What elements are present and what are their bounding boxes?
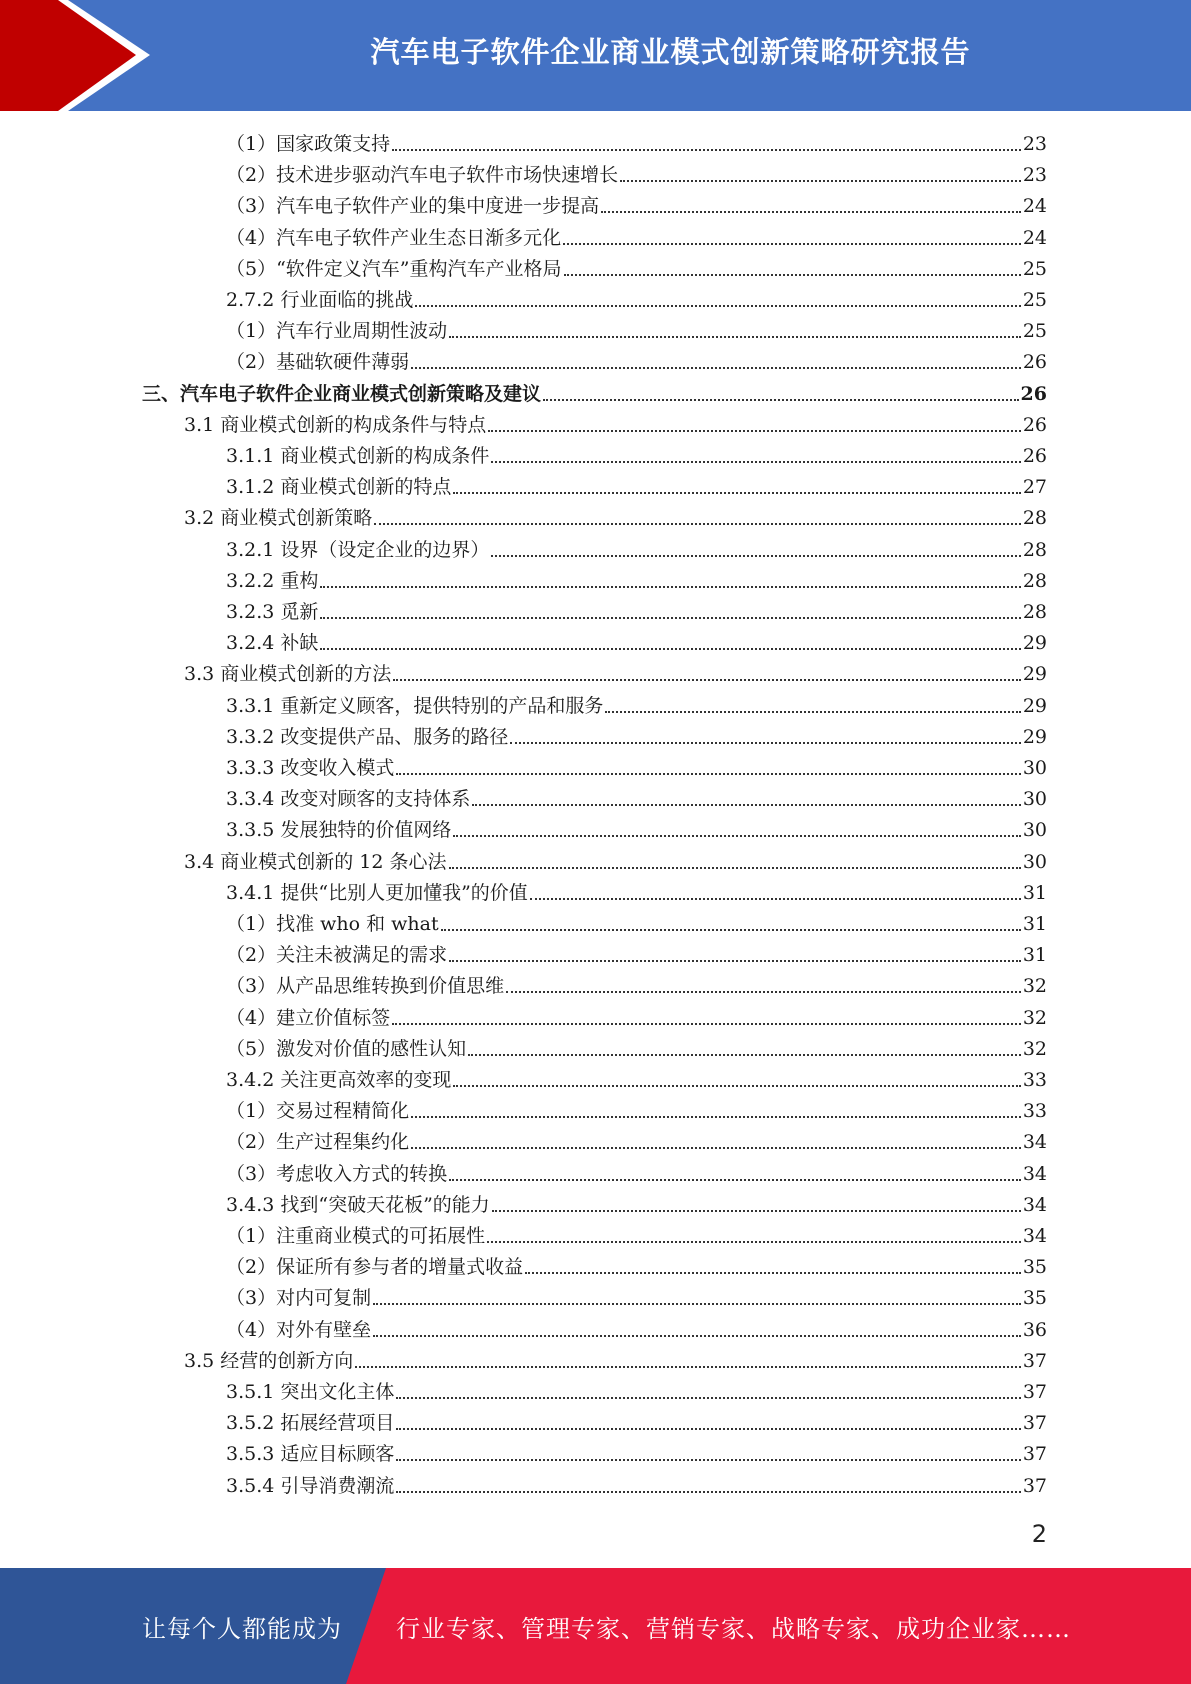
toc-entry-label: （2）基础软硬件薄弱 [226, 351, 410, 374]
toc-entry[interactable] [226, 563, 1047, 594]
toc-entry[interactable] [226, 1374, 1047, 1405]
toc-entry[interactable] [226, 1156, 1047, 1187]
toc-dot-leader [506, 991, 1021, 993]
toc-entry-page: 35 [1022, 1287, 1047, 1310]
toc-entry[interactable] [184, 844, 1047, 875]
toc-entry-page: 37 [1022, 1349, 1047, 1372]
toc-entry-page: 30 [1022, 850, 1047, 873]
toc-entry-label: 3.5.3 适应目标顾客 [226, 1443, 395, 1466]
toc-entry[interactable] [226, 875, 1047, 906]
toc-dot-leader [396, 1428, 1020, 1430]
toc-entry-label: 2.7.2 行业面临的挑战 [226, 289, 414, 311]
toc-entry-label: 3.3.1 重新定义顾客，提供特别的产品和服务 [226, 694, 604, 717]
footer-slogan-left: 让每个人都能成为 [142, 1614, 342, 1643]
toc-entry-page: 29 [1022, 725, 1047, 748]
toc-entry[interactable] [184, 656, 1047, 687]
toc-entry[interactable] [226, 1436, 1047, 1467]
page-number: 2 [1031, 1520, 1047, 1548]
toc-entry[interactable] [226, 220, 1047, 251]
toc-entry[interactable] [226, 1187, 1047, 1218]
toc-dot-leader [491, 555, 1020, 557]
toc-dot-leader [472, 804, 1020, 806]
toc-dot-leader [355, 1366, 1021, 1368]
toc-entry-label: 三、汽车电子软件企业商业模式创新策略及建议 [142, 382, 542, 405]
toc-entry[interactable] [226, 1249, 1047, 1280]
toc-entry-label: 3.2.1 设界（设定企业的边界） [226, 538, 490, 561]
toc-entry-label: 3.2.3 觅新 [226, 601, 319, 623]
toc-entry-label: （3）汽车电子软件产业的集中度进一步提高 [226, 195, 600, 218]
toc-entry-label: 3.5.4 引导消费潮流 [226, 1474, 395, 1497]
toc-dot-leader [601, 211, 1021, 213]
toc-entry-label: （5）“软件定义汽车”重构汽车产业格局 [226, 257, 562, 280]
toc-entry-page: 23 [1022, 164, 1047, 187]
toc-entry-page: 29 [1022, 632, 1047, 655]
toc-dot-leader [543, 399, 1019, 401]
toc-entry-page: 28 [1022, 538, 1047, 561]
toc-entry[interactable] [226, 1093, 1047, 1124]
toc-entry-label: 3.4.2 关注更高效率的变现 [226, 1069, 452, 1091]
toc-dot-leader [449, 960, 1021, 962]
toc-entry-page: 32 [1022, 975, 1047, 998]
toc-entry[interactable] [226, 937, 1047, 968]
toc-entry-page: 35 [1022, 1256, 1047, 1279]
toc-entry-page: 37 [1022, 1381, 1047, 1403]
toc-entry-page: 28 [1022, 507, 1047, 530]
toc-entry[interactable] [184, 407, 1047, 438]
toc-dot-leader [605, 711, 1020, 713]
toc-dot-leader [411, 367, 1021, 369]
toc-dot-leader [491, 461, 1020, 463]
toc-entry[interactable] [226, 750, 1047, 781]
toc-entry-label: 3.4.3 找到“突破天花板”的能力 [226, 1193, 490, 1216]
toc-entry-page: 26 [1022, 351, 1047, 374]
toc-entry[interactable] [226, 532, 1047, 563]
toc-dot-leader [453, 492, 1020, 494]
toc-entry-page: 34 [1022, 1193, 1047, 1216]
toc-dot-leader [374, 523, 1021, 525]
toc-entry-page: 29 [1022, 663, 1047, 686]
toc-dot-leader [396, 1459, 1020, 1461]
toc-entry-page: 36 [1022, 1318, 1047, 1341]
toc-entry-label: 3.3.4 改变对顾客的支持体系 [226, 788, 471, 811]
toc-entry-page: 34 [1022, 1131, 1047, 1154]
toc-entry-label: （1）找准 who 和 what [226, 913, 439, 935]
toc-dot-leader [453, 1085, 1020, 1087]
toc-entry[interactable] [226, 1000, 1047, 1031]
toc-entry[interactable] [226, 188, 1047, 219]
toc-dot-leader [449, 1179, 1021, 1181]
toc-entry[interactable] [184, 500, 1047, 531]
toc-entry-page: 37 [1022, 1474, 1047, 1497]
toc-dot-leader [453, 835, 1020, 837]
toc-entry-label: （1）交易过程精简化 [226, 1100, 410, 1123]
footer-slogan-right: 行业专家、管理专家、营销专家、战略专家、成功企业家…… [396, 1614, 1071, 1643]
toc-entry-label: （5）激发对价值的感性认知 [226, 1037, 467, 1060]
toc-entry-page: 32 [1022, 1006, 1047, 1029]
toc-entry-page: 29 [1022, 694, 1047, 717]
toc-dot-leader [320, 648, 1020, 650]
toc-entry-label: 3.1 商业模式创新的构成条件与特点 [184, 413, 487, 436]
toc-entry-page: 30 [1022, 819, 1047, 842]
toc-entry[interactable] [226, 1405, 1047, 1436]
toc-entry-page: 24 [1022, 195, 1047, 218]
toc-entry-page: 23 [1022, 133, 1047, 155]
toc-entry-label: 3.2 商业模式创新策略 [184, 507, 373, 530]
toc-entry-page: 25 [1022, 320, 1047, 343]
toc-entry-label: 3.3.3 改变收入模式 [226, 757, 395, 779]
toc-entry[interactable] [226, 625, 1047, 656]
toc-dot-leader [392, 1023, 1021, 1025]
toc-entry[interactable] [226, 968, 1047, 999]
toc-entry-label: 3.2.2 重构 [226, 569, 319, 592]
toc-entry[interactable] [226, 781, 1047, 812]
toc-entry-label: （2）关注未被满足的需求 [226, 944, 448, 967]
toc-dot-leader [441, 929, 1021, 931]
toc-dot-leader [492, 1210, 1021, 1212]
toc-entry[interactable] [226, 438, 1047, 469]
toc-entry-page: 30 [1022, 757, 1047, 779]
toc-entry[interactable] [226, 812, 1047, 843]
toc-entry-page: 33 [1022, 1069, 1047, 1091]
toc-dot-leader [620, 180, 1021, 182]
toc-dot-leader [396, 1397, 1020, 1399]
toc-dot-leader [392, 149, 1021, 151]
toc-entry-page: 26 [1020, 382, 1047, 405]
toc-entry[interactable] [226, 1468, 1047, 1499]
toc-entry-page: 25 [1022, 257, 1047, 280]
toc-entry[interactable] [226, 157, 1047, 188]
toc-entry[interactable] [226, 719, 1047, 750]
toc-entry[interactable] [226, 1124, 1047, 1155]
toc-entry-page: 28 [1022, 569, 1047, 592]
toc-entry-page: 32 [1022, 1037, 1047, 1060]
toc-entry[interactable] [226, 594, 1047, 625]
toc-entry-page: 34 [1022, 1225, 1047, 1247]
toc-entry[interactable] [226, 1031, 1047, 1062]
toc-entry-label: 3.5.2 拓展经营项目 [226, 1412, 395, 1435]
toc-dot-leader [564, 274, 1021, 276]
toc-entry-label: 3.3 商业模式创新的方法 [184, 663, 392, 686]
toc-entry-page: 34 [1022, 1162, 1047, 1185]
toc-dot-leader [530, 898, 1021, 900]
toc-entry-label: 3.5.1 突出文化主体 [226, 1381, 395, 1403]
toc-dot-leader [396, 1491, 1020, 1493]
toc-entry[interactable] [226, 313, 1047, 344]
toc-entry-page: 24 [1022, 226, 1047, 249]
toc-entry-label: （3）从产品思维转换到价值思维 [226, 975, 505, 998]
toc-dot-leader [411, 1147, 1021, 1149]
toc-entry-page: 28 [1022, 601, 1047, 623]
toc-dot-leader [393, 679, 1021, 681]
toc-entry-label: （2）技术进步驱动汽车电子软件市场快速增长 [226, 164, 619, 187]
toc-entry-page: 31 [1022, 881, 1047, 904]
toc-entry[interactable] [226, 344, 1047, 375]
toc-entry-label: （3）对内可复制 [226, 1287, 372, 1310]
toc-dot-leader [320, 586, 1020, 588]
toc-entry-label: 3.1.1 商业模式创新的构成条件 [226, 445, 490, 467]
toc-dot-leader [487, 1241, 1021, 1243]
toc-entry-label: 3.3.2 改变提供产品、服务的路径 [226, 725, 509, 748]
toc-dot-leader [411, 1116, 1021, 1118]
toc-dot-leader [510, 742, 1020, 744]
toc-entry-label: 3.5 经营的创新方向 [184, 1349, 354, 1372]
toc-entry-page: 25 [1022, 289, 1047, 311]
toc-entry[interactable] [226, 469, 1047, 500]
toc-entry-page: 37 [1022, 1412, 1047, 1435]
toc-dot-leader [563, 243, 1021, 245]
toc-entry-label: （4）汽车电子软件产业生态日渐多元化 [226, 226, 562, 249]
toc-entry-page: 31 [1022, 913, 1047, 935]
toc-entry[interactable] [184, 1343, 1047, 1374]
toc-entry-page: 30 [1022, 788, 1047, 811]
header-title: 汽车电子软件企业商业模式创新策略研究报告 [370, 34, 971, 69]
toc-entry[interactable] [226, 282, 1047, 313]
toc-entry-page: 31 [1022, 944, 1047, 967]
toc-entry-label: （3）考虑收入方式的转换 [226, 1162, 448, 1185]
toc-entry[interactable] [226, 251, 1047, 282]
toc-dot-leader [449, 867, 1021, 869]
toc-entry[interactable] [226, 1218, 1047, 1249]
toc-dot-leader [373, 1335, 1021, 1337]
toc-dot-leader [396, 773, 1020, 775]
toc-entry-page: 33 [1022, 1100, 1047, 1123]
toc-entry-label: 3.2.4 补缺 [226, 632, 319, 655]
toc-entry-label: （1）汽车行业周期性波动 [226, 320, 448, 343]
toc-entry-page: 37 [1022, 1443, 1047, 1466]
toc-dot-leader [415, 305, 1020, 307]
toc-entry-label: （1）注重商业模式的可拓展性 [226, 1225, 486, 1247]
page-footer [0, 1568, 1191, 1684]
toc-entry[interactable] [226, 1312, 1047, 1343]
toc-dot-leader [449, 336, 1021, 338]
toc-entry-label: （1）国家政策支持 [226, 133, 391, 155]
toc-entry-label: 3.3.5 发展独特的价值网络 [226, 819, 452, 842]
page-header [0, 0, 1191, 111]
toc-entry-label: 3.4.1 提供“比别人更加懂我”的价值 [226, 881, 528, 904]
toc-entry-label: （4）对外有壁垒 [226, 1318, 372, 1341]
toc-dot-leader [468, 1054, 1021, 1056]
toc-entry-page: 27 [1022, 476, 1047, 499]
toc-entry-label: （4）建立价值标签 [226, 1006, 391, 1029]
toc-entry-label: （2）保证所有参与者的增量式收益 [226, 1256, 524, 1279]
toc-dot-leader [373, 1303, 1021, 1305]
toc-dot-leader [488, 430, 1021, 432]
toc-entry[interactable] [226, 1062, 1047, 1093]
toc-entry-page: 26 [1022, 413, 1047, 436]
toc-entry-page: 26 [1022, 445, 1047, 467]
toc-entry-label: 3.1.2 商业模式创新的特点 [226, 476, 452, 499]
toc-entry[interactable] [226, 906, 1047, 937]
toc-entry[interactable] [226, 688, 1047, 719]
toc-entry[interactable] [226, 1280, 1047, 1311]
toc-entry-label: 3.4 商业模式创新的 12 条心法 [184, 850, 447, 873]
toc-entry-label: （2）生产过程集约化 [226, 1131, 410, 1154]
toc-dot-leader [320, 617, 1020, 619]
toc-dot-leader [525, 1272, 1021, 1274]
toc-entry[interactable] [226, 126, 1047, 157]
toc-entry[interactable] [142, 376, 1047, 407]
